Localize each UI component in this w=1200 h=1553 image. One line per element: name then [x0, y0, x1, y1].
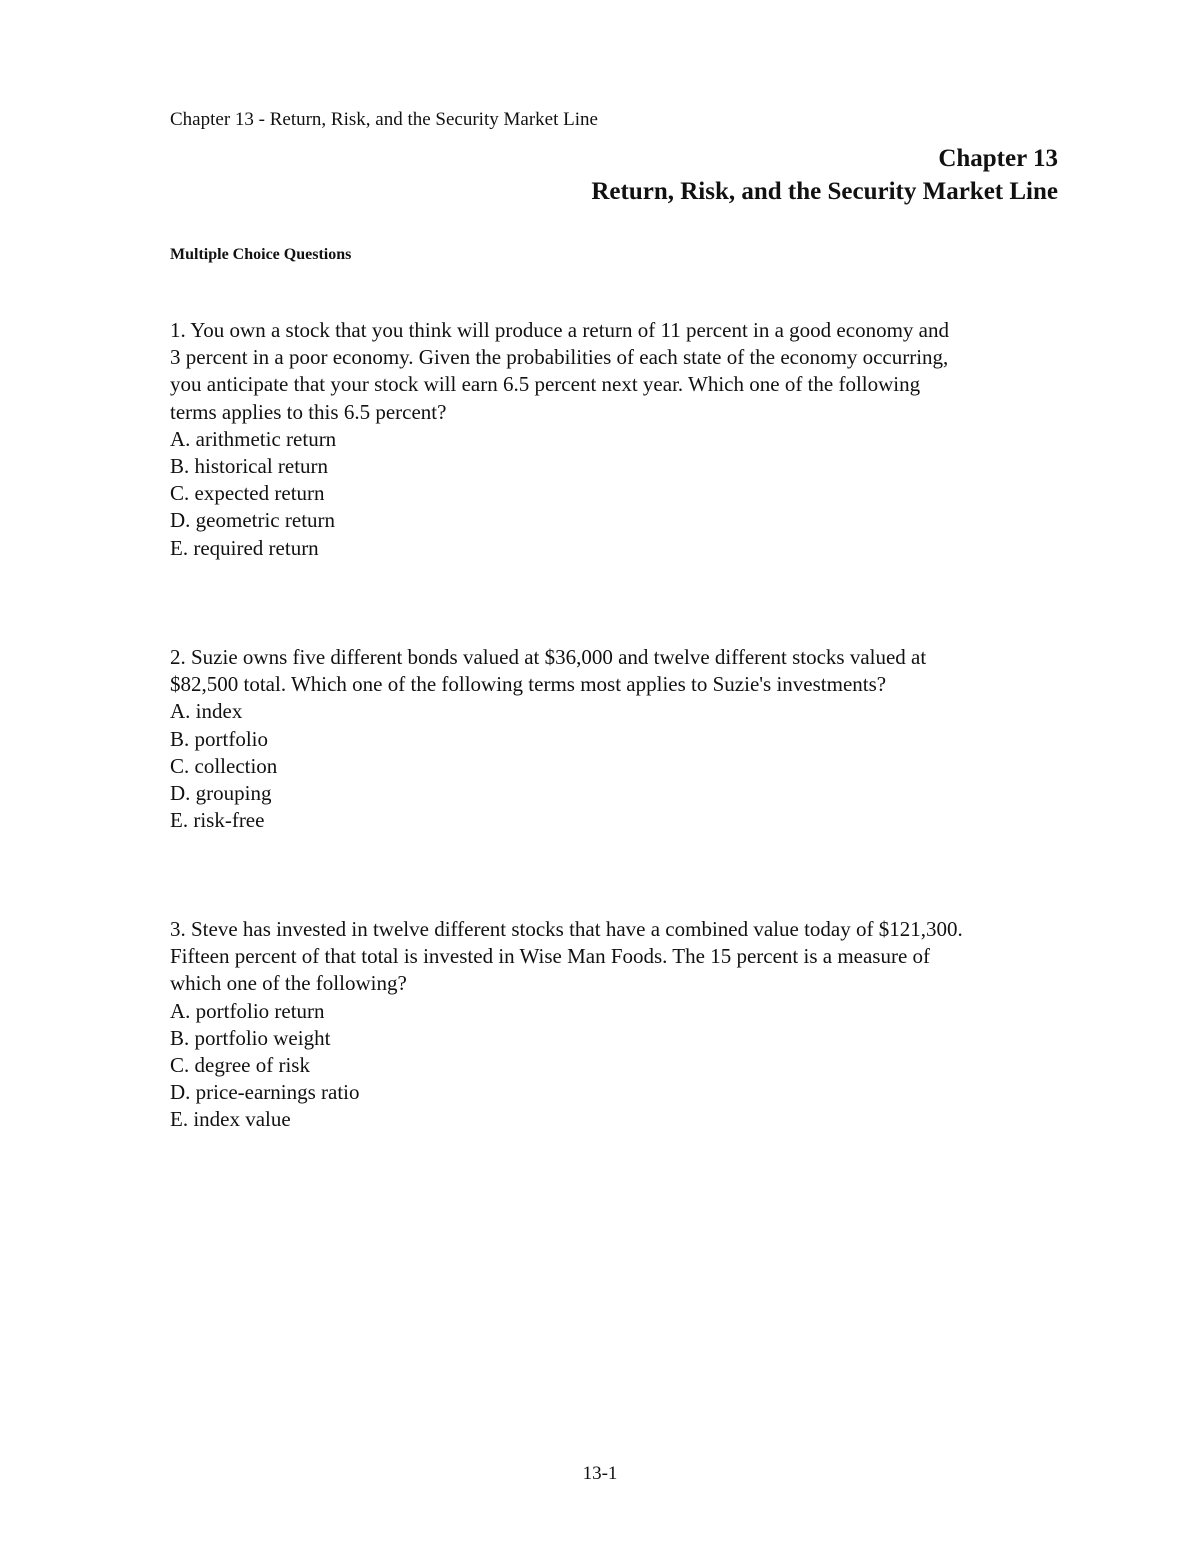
answer-choice-c: C. expected return [170, 481, 325, 506]
answer-choice-e: E. required return [170, 535, 319, 560]
question-2 [170, 644, 1070, 834]
answer-choice-a: A. index [170, 699, 243, 724]
answer-choice-b: B. historical return [170, 454, 329, 479]
question-text: 1. You own a stock that you think will produce a return of 11 percent in a good economy and 3 percent in a poor economy. Given the probabilities of each state of the economy occurring, you anticipate that your stock will earn 6.5 percent next year. Which one of the following terms applies to this 6.5 percent? [170, 318, 949, 424]
answer-choice-e: E. index value [170, 1107, 291, 1132]
answer-choice-d: D. grouping [170, 781, 272, 806]
answer-choice-d: D. geometric return [170, 508, 336, 533]
question-1 [170, 317, 1070, 562]
answer-choice-c: C. degree of risk [170, 1053, 310, 1078]
answer-choice-a: A. portfolio return [170, 998, 325, 1023]
answer-choice-e: E. risk-free [170, 808, 265, 833]
chapter-subtitle: Return, Risk, and the Security Market Line [591, 178, 1058, 205]
answer-choice-b: B. portfolio [170, 726, 268, 751]
answer-choice-b: B. portfolio weight [170, 1025, 331, 1050]
running-header: Chapter 13 - Return, Risk, and the Security Market Line [170, 109, 598, 130]
question-text: 3. Steve has invested in twelve different stocks that have a combined value today of $121,300. Fifteen percent of that total is invested in Wise Man Foods. The 15 percent is a measure of which one of the following? [170, 917, 963, 996]
question-text: 2. Suzie owns five different bonds valued at $36,000 and twelve different stocks valued at $82,500 total. Which one of the following terms most applies to Suzie's investments? [170, 645, 927, 697]
section-heading: Multiple Choice Questions [170, 246, 352, 263]
answer-choice-c: C. collection [170, 753, 278, 778]
question-3 [170, 916, 1070, 1134]
page-number: 13-1 [582, 1463, 618, 1484]
answer-choice-d: D. price-earnings ratio [170, 1080, 360, 1105]
chapter-number-title: Chapter 13 [938, 145, 1058, 172]
chapter-title-block [591, 142, 1058, 208]
answer-choice-a: A. arithmetic return [170, 426, 337, 451]
